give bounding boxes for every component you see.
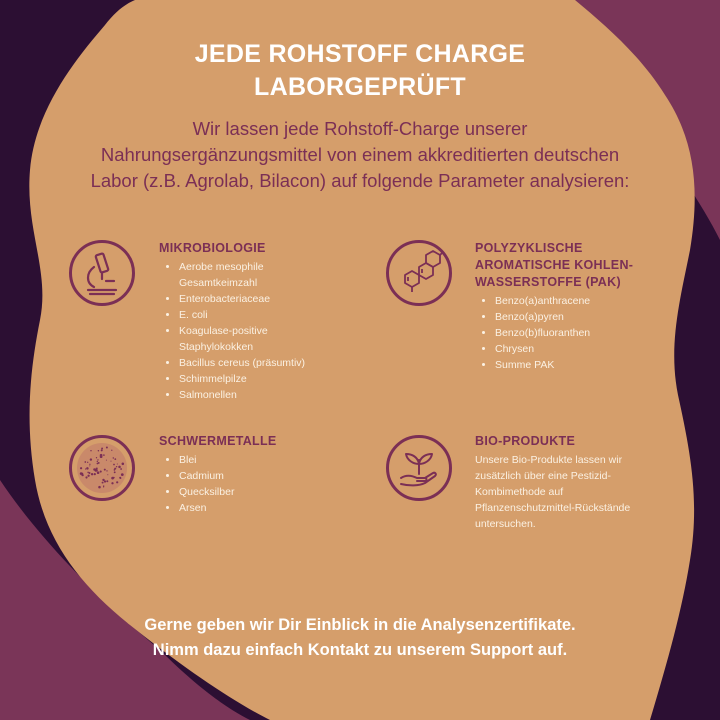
pak-title-line-2: AROMATISCHE KOHLEN-: [475, 258, 634, 272]
particle-dot: [110, 461, 111, 462]
list-item: • Salmonellen: [179, 387, 359, 403]
particle-dot: [85, 476, 87, 478]
particle-dot: [102, 479, 104, 481]
particle-dot: [102, 482, 104, 484]
intro-line-1: Wir lassen jede Rohstoff-Charge unserer: [192, 118, 528, 139]
list-item: Gesamtkeimzahl: [179, 277, 258, 289]
particle-dot: [85, 468, 86, 469]
particle-dot: [86, 467, 89, 470]
bio-desc-line-5: untersuchen.: [475, 518, 536, 530]
particle-dot: [100, 454, 103, 457]
particle-dot: [116, 466, 117, 467]
bio-description: [475, 452, 705, 532]
particle-dot: [120, 468, 122, 470]
list-item: • Schimmelpilze: [179, 371, 359, 387]
bio-desc-line-1: Unsere Bio-Produkte lassen wir: [475, 454, 623, 466]
list-item: • Aerobe mesophile: [179, 259, 359, 275]
bio-desc-line-3: Kombimethode auf: [475, 486, 564, 498]
mikrobiologie-list: [159, 259, 359, 403]
list-item: • Cadmium: [179, 468, 359, 484]
particle-dot: [96, 457, 97, 458]
intro-line-2: Nahrungsergänzungsmittel von einem akkreditierten deutschen: [100, 144, 620, 165]
particle-dot: [119, 466, 120, 467]
particle-dot: [111, 450, 112, 451]
particle-dot: [94, 473, 96, 475]
list-item: • Bacillus cereus (präsumtiv): [179, 355, 359, 371]
list-item: • Benzo(a)pyren: [495, 309, 695, 325]
particle-dot: [89, 472, 91, 474]
particle-dot: [114, 471, 116, 473]
bio-desc-line-4: Pflanzenschutzmittel-Rückstände: [475, 502, 631, 514]
list-item: • Chrysen: [495, 341, 695, 357]
particle-dot: [95, 469, 98, 472]
pak-title-line-1: POLYZYKLISCHE: [475, 241, 583, 255]
particles-icon: [69, 435, 135, 501]
particle-dot: [87, 475, 89, 477]
mikrobiologie-title: MIKROBIOLOGIE: [159, 241, 266, 255]
particle-dot: [91, 473, 93, 475]
particle-dot: [100, 471, 102, 473]
particle-dot: [97, 459, 98, 460]
pak-title: [475, 240, 695, 291]
section-mikrobiologie: [159, 240, 359, 403]
list-item: • Summe PAK: [495, 357, 695, 373]
particle-dot: [103, 454, 105, 456]
list-item: • Blei: [179, 452, 359, 468]
title-line-1: JEDE ROHSTOFF CHARGE: [194, 40, 526, 68]
list-item: • Arsen: [179, 500, 359, 516]
particle-dot: [106, 447, 108, 449]
intro-line-3: Labor (z.B. Agrolab, Bilacon) auf folgende Parameter analysieren:: [90, 170, 630, 191]
particle-dot: [103, 486, 104, 487]
particle-dot: [97, 461, 98, 462]
list-item: • Enterobacteriaceae: [179, 291, 359, 307]
pak-title-line-3: WASSERSTOFFE (PAK): [475, 275, 621, 289]
footer-text: [0, 613, 720, 663]
particle-dot: [121, 473, 124, 476]
particle-dot: [101, 449, 103, 451]
particle-dot: [98, 486, 101, 489]
particle-dot: [117, 463, 118, 464]
particle-dot: [116, 481, 118, 483]
bio-desc-line-2: zusätzlich über eine Pestizid-: [475, 470, 611, 482]
particle-dot: [81, 474, 83, 476]
list-item: • Benzo(a)anthracene: [495, 293, 695, 309]
particle-dot: [111, 482, 113, 484]
page-title: [0, 38, 720, 104]
particle-dot: [113, 464, 115, 466]
particle-dot: [97, 463, 99, 465]
particle-dot: [97, 471, 100, 474]
bio-title: BIO-PRODUKTE: [475, 434, 576, 448]
particle-dot: [120, 477, 121, 478]
section-pak: [475, 240, 695, 373]
particle-dot: [114, 458, 116, 460]
particle-dot: [107, 474, 108, 475]
list-item: • Benzo(b)fluoranthen: [495, 325, 695, 341]
list-item: Staphylokokken: [179, 341, 254, 353]
particle-dot: [90, 458, 92, 460]
particle-dot: [87, 462, 88, 463]
schwermetalle-list: [159, 452, 359, 516]
particle-dot: [90, 450, 91, 451]
plant-hand-icon: [386, 435, 452, 501]
particle-dot: [113, 477, 115, 479]
molecule-icon: [386, 240, 452, 306]
list-item: • Koagulase-positive: [179, 323, 359, 339]
list-item: • E. coli: [179, 307, 359, 323]
section-schwermetalle: [159, 433, 359, 516]
pak-list: [475, 293, 695, 373]
title-line-2: LABORGEPRÜFT: [254, 73, 466, 101]
schwermetalle-title: SCHWERMETALLE: [159, 434, 277, 448]
section-bio: [475, 433, 705, 532]
particle-dot: [80, 467, 82, 469]
particle-dot: [113, 457, 114, 458]
particle-dot: [106, 470, 107, 471]
footer-line-2: Nimm dazu einfach Kontakt zu unserem Support auf.: [152, 641, 568, 659]
particle-dot: [106, 460, 107, 461]
particle-dot: [84, 461, 86, 463]
particle-dot: [89, 464, 90, 465]
microscope-icon: [69, 240, 135, 306]
particle-dot: [98, 450, 99, 451]
particles-dots: [72, 438, 132, 498]
particle-dot: [122, 463, 125, 466]
particle-dot: [104, 469, 106, 471]
particle-dot: [101, 448, 103, 450]
particle-dot: [106, 480, 108, 482]
list-item: • Quecksilber: [179, 484, 359, 500]
footer-line-1: Gerne geben wir Dir Einblick in die Analysenzertifikate.: [144, 616, 576, 634]
intro-text: [60, 116, 660, 194]
particle-dot: [114, 468, 116, 470]
particle-dot: [89, 465, 90, 466]
